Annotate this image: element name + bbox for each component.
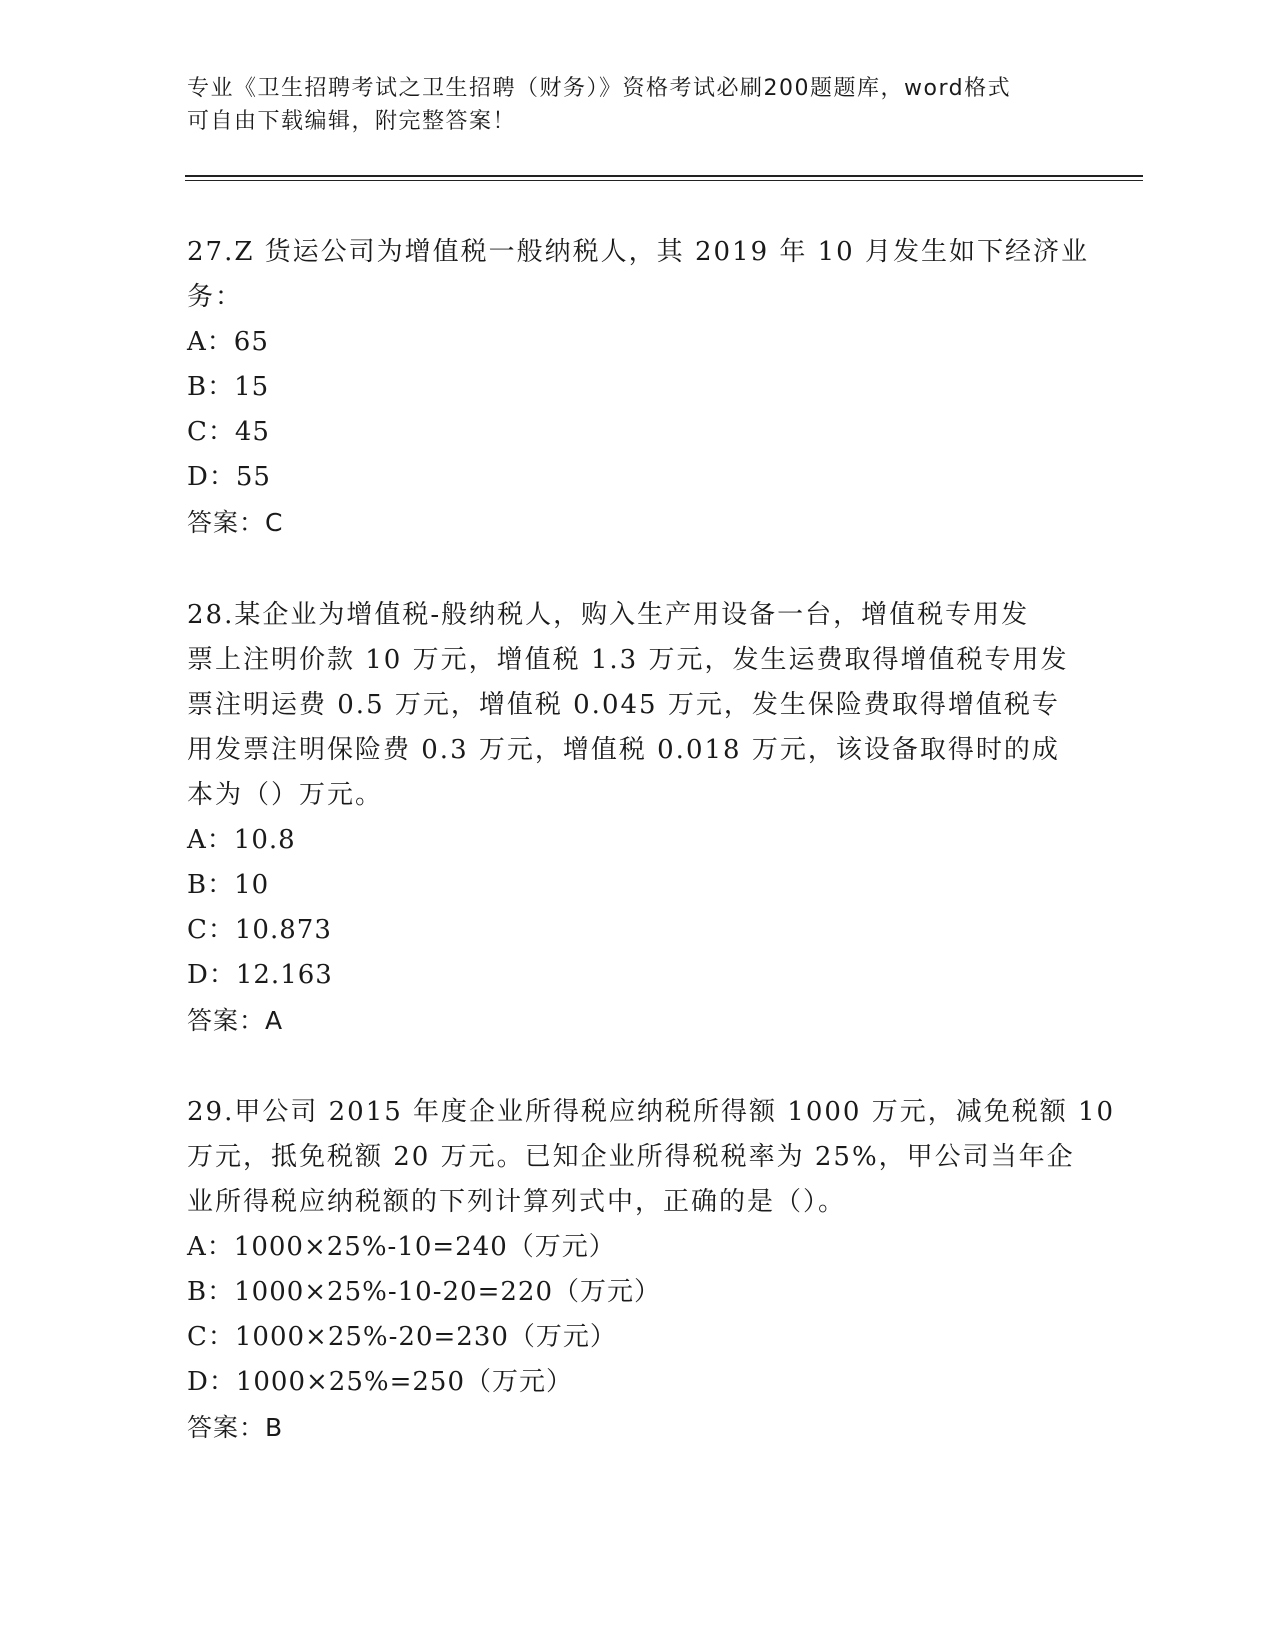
answer: 答案：C	[187, 508, 284, 537]
question-text-line: 务：	[187, 282, 244, 312]
option-b: B：10	[187, 870, 270, 900]
option-d: D：55	[187, 462, 271, 492]
question-text-line: 28.某企业为增值税-般纳税人，购入生产用设备一台，增值税专用发	[187, 600, 1030, 630]
option-c: C：45	[187, 417, 270, 447]
option-c: C：1000×25%-20=230（万元）	[187, 1322, 617, 1352]
answer: 答案：A	[187, 1006, 284, 1035]
option-a: A：10.8	[187, 825, 296, 855]
document-header	[187, 72, 1087, 138]
question-text-line: 27.Z 货运公司为增值税一般纳税人，其 2019 年 10 月发生如下经济业	[187, 237, 1089, 267]
header-divider-top	[185, 175, 1143, 177]
header-line-1: 专业《卫生招聘考试之卫生招聘（财务）》资格考试必刷200题题库，word格式	[187, 76, 1012, 101]
question-text-line: 票上注明价款 10 万元，增值税 1.3 万元，发生运费取得增值税专用发	[187, 645, 1069, 675]
question-27	[187, 230, 1087, 545]
option-b: B：1000×25%-10-20=220（万元）	[187, 1277, 661, 1307]
option-c: C：10.873	[187, 915, 332, 945]
header-line-2: 可自由下载编辑，附完整答案！	[187, 109, 517, 134]
question-28	[187, 593, 1087, 1043]
question-text-line: 本为（）万元。	[187, 780, 384, 810]
option-a: A：1000×25%-10=240（万元）	[187, 1232, 616, 1262]
question-text-line: 万元，抵免税额 20 万元。已知企业所得税税率为 25%，甲公司当年企	[187, 1142, 1075, 1172]
option-d: D：12.163	[187, 960, 333, 990]
question-text-line: 票注明运费 0.5 万元，增值税 0.045 万元，发生保险费取得增值税专	[187, 690, 1060, 720]
question-29	[187, 1090, 1116, 1450]
option-b: B：15	[187, 372, 270, 402]
question-text-line: 29.甲公司 2015 年度企业所得税应纳税所得额 1000 万元，减免税额 10	[187, 1097, 1116, 1127]
question-text-line: 业所得税应纳税额的下列计算列式中，正确的是（）。	[187, 1187, 847, 1217]
header-divider-bottom	[185, 180, 1143, 181]
option-a: A：65	[187, 327, 269, 357]
answer: 答案：B	[187, 1413, 284, 1442]
question-text-line: 用发票注明保险费 0.3 万元，增值税 0.018 万元，该设备取得时的成	[187, 735, 1060, 765]
option-d: D：1000×25%=250（万元）	[187, 1367, 573, 1397]
